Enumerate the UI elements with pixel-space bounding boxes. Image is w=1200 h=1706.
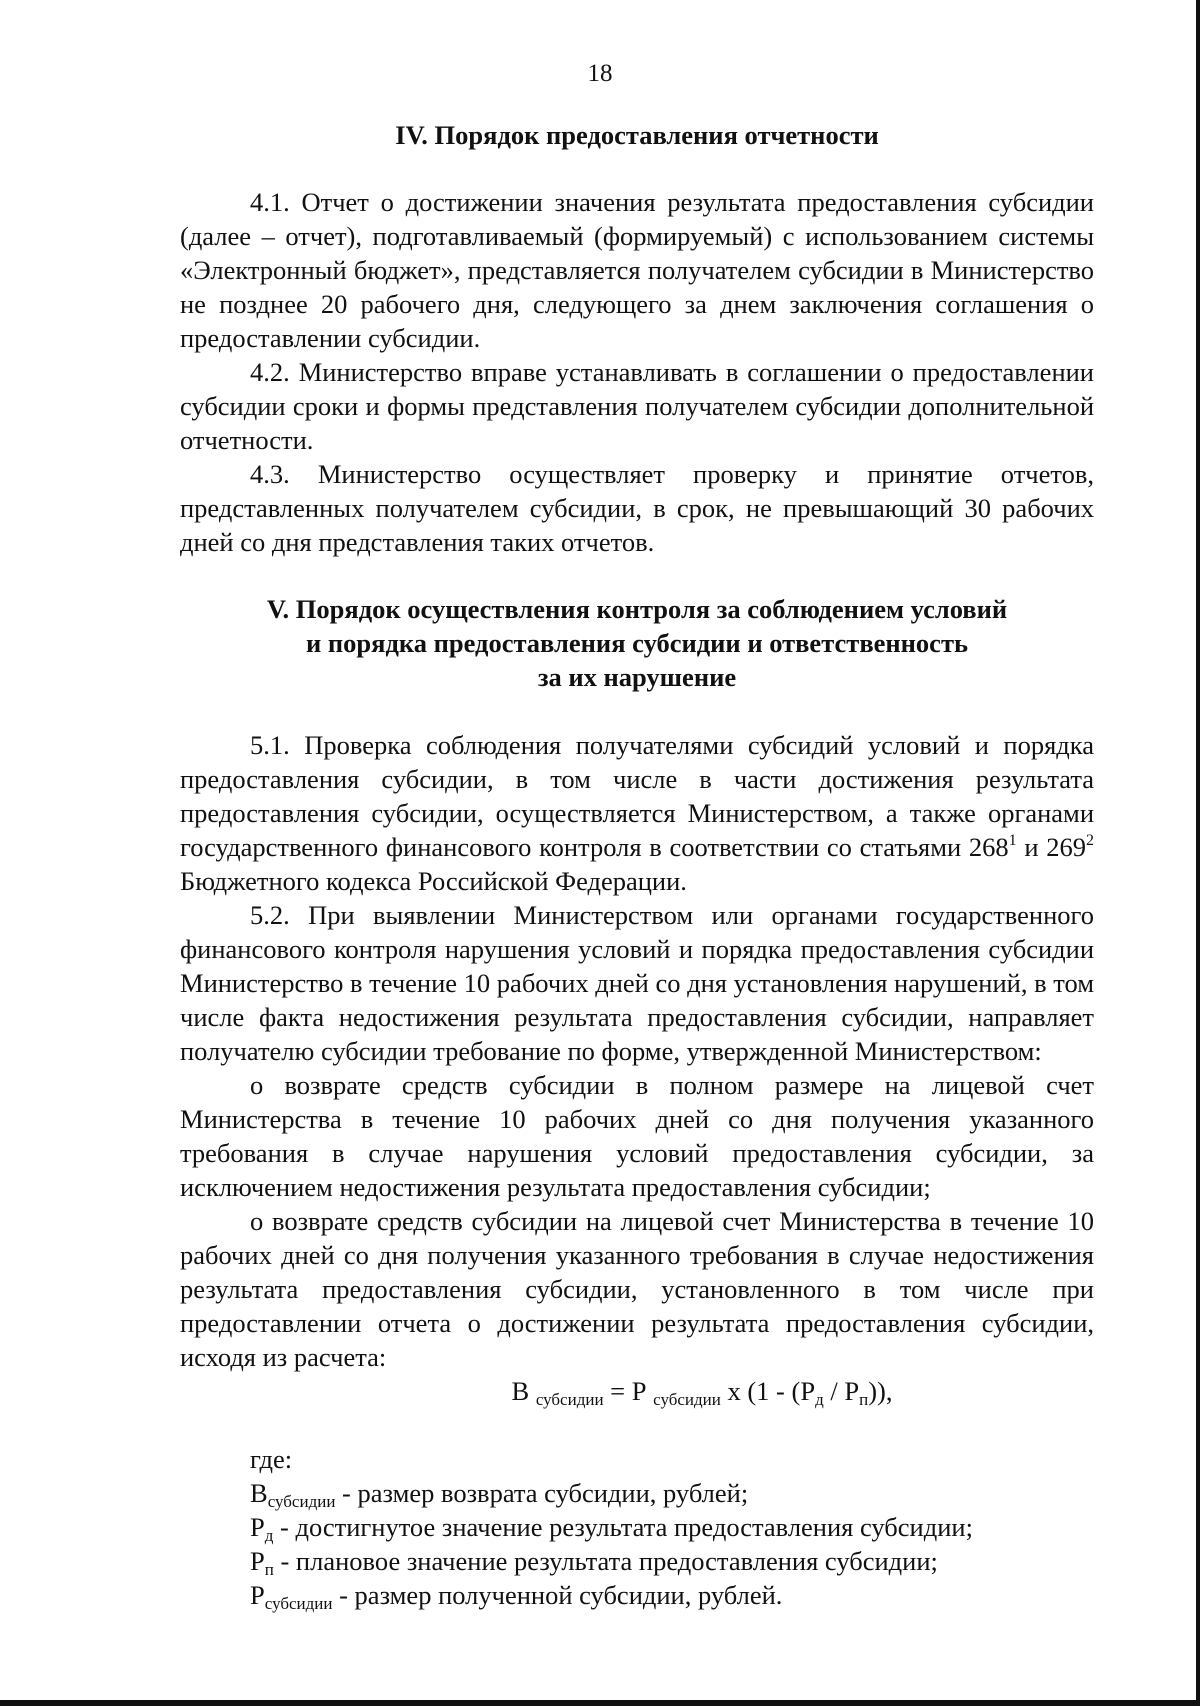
section-5-heading-line-2: и порядка предоставления субсидии и ответственность: [306, 628, 968, 658]
formula-p-sub: п: [859, 1390, 869, 1409]
formula-d-sub: д: [815, 1390, 824, 1409]
paragraph-5-1: [180, 728, 1094, 898]
article-268: 268: [968, 832, 1009, 862]
paragraph-4-2: 4.2. Министерство вправе устанавливать в соглашении о предоставлении субсидии сроки и формы представления получателем субсидии дополнительной отчетности.: [180, 357, 1094, 455]
paragraph-5-2: 5.2. При выявлении Министерством или органами государственного финансового контроля нарушения условий и порядка предоставления субсидии Министерство в течение 10 рабочих дней со дня установления нарушений, в том числе факта недостижения результата предоставления субсидии, направляет получателю субсидии требование по форме, утвержденной Министерством:: [180, 900, 1094, 1066]
formula-end: )),: [868, 1376, 893, 1406]
scan-right-edge: [1196, 0, 1200, 1706]
section-5-heading-line-1: V. Порядок осуществления контроля за соблюдением условий: [266, 594, 1008, 624]
requirement-partial-return: о возврате средств субсидии на лицевой счет Министерства в течение 10 рабочих дней со дня получения указанного требования в случае недостижения результата предоставления субсидии, установленного в том числе при предоставлении отчета о достижении результата предоставления субсидии, исходя из расчета:: [180, 1206, 1094, 1372]
section-5-heading: [180, 592, 1094, 694]
page-number: 18: [587, 60, 613, 87]
definition-item: [250, 1510, 1094, 1544]
definition-item: [250, 1578, 1094, 1612]
section-5-heading-line-3: за их нарушение: [537, 662, 737, 692]
conjunction: и: [1016, 832, 1047, 862]
paragraph-4-1: 4.1. Отчет о достижении значения результата предоставления субсидии (далее – отчет), подготавливаемый (формируемый) с использованием системы «Электронный бюджет», представляется получателем субсидии в Министерство не позднее 20 рабочего дня, следующего за днем заключения соглашения о предоставлении субсидии.: [180, 187, 1094, 353]
paragraph-4-3: 4.3. Министерство осуществляет проверку и принятие отчетов, представленных получателем субсидии, в срок, не превышающий 30 рабочих дней со дня представления таких отчетов.: [180, 459, 1094, 557]
formula-lhs: В: [511, 1376, 530, 1406]
requirement-full-return: о возврате средств субсидии в полном размере на лицевой счет Министерства в течение 10 рабочих дней со дня получения указанного требования в случае нарушения условий предоставления субсидии, за исключением недостижения результата предоставления субсидии;: [180, 1070, 1094, 1202]
definition-subscript: субсидии: [267, 1492, 336, 1511]
definitions-where: где:: [250, 1444, 293, 1474]
definition-text: - размер возврата субсидии, рублей;: [335, 1478, 749, 1508]
definitions: [180, 1442, 1094, 1612]
formula-equals: =: [603, 1376, 632, 1406]
definition-item: [250, 1544, 1094, 1578]
definition-symbol: Р: [250, 1512, 265, 1542]
article-268-superscript: 1: [1008, 832, 1017, 849]
return-formula: [310, 1374, 1094, 1408]
definition-subscript: п: [264, 1560, 274, 1579]
definition-subscript: субсидии: [264, 1594, 333, 1613]
definition-symbol: В: [250, 1478, 268, 1508]
definition-text: - плановое значение результата предоставления субсидии;: [273, 1546, 938, 1576]
definition-symbol: Р: [250, 1546, 265, 1576]
document-body: [180, 118, 1094, 1612]
formula-r: Р: [631, 1376, 647, 1406]
formula-mid: x (1 - (Р: [720, 1376, 816, 1406]
section-4-heading: IV. Порядок предоставления отчетности: [395, 120, 879, 150]
definition-text: - достигнутое значение результата предоставления субсидии;: [273, 1512, 973, 1542]
definition-item: [250, 1476, 1094, 1510]
paragraph-5-1-text: 5.1. Проверка соблюдения получателями субсидий условий и порядка предоставления субсидии, в том числе в части достижения результата предоставления субсидии, осуществляется Министерством, а также органами государственного финансового контроля в соответствии со статьями: [180, 730, 1094, 862]
definition-text: - размер полученной субсидии, рублей.: [332, 1580, 783, 1610]
paragraph-5-1-end: Бюджетного кодекса Российской Федерации.: [180, 866, 687, 896]
formula-lhs-sub: субсидии: [535, 1390, 604, 1409]
article-269: 269: [1046, 832, 1086, 862]
formula-slash: / Р: [823, 1376, 860, 1406]
formula-r-sub: субсидии: [653, 1390, 721, 1409]
article-269-superscript: 2: [1086, 832, 1094, 849]
definition-symbol: Р: [250, 1580, 265, 1610]
scan-bottom-edge: [0, 1700, 1200, 1706]
definition-subscript: д: [264, 1526, 274, 1545]
